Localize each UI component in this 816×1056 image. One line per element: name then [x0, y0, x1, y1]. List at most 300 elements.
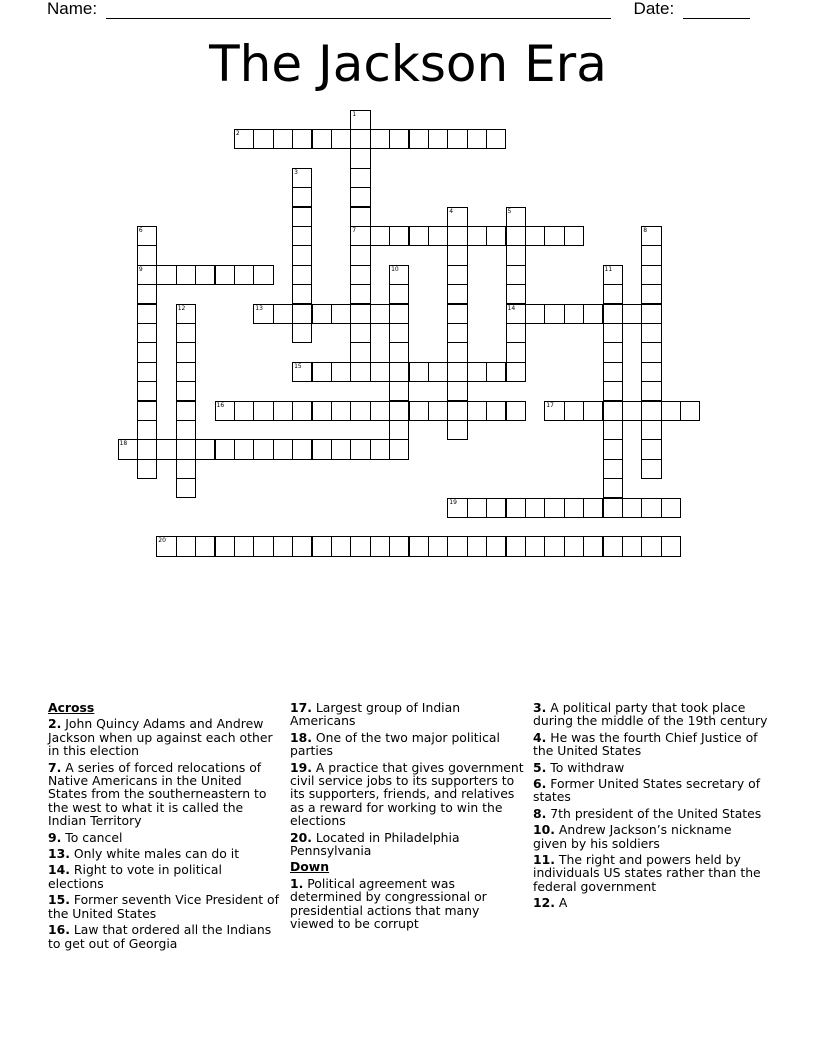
- grid-cell[interactable]: [389, 401, 409, 421]
- clue-text: 7th president of the United States: [546, 805, 762, 821]
- grid-cell[interactable]: [350, 207, 370, 227]
- grid-cell[interactable]: [292, 187, 312, 207]
- grid-cell[interactable]: [603, 362, 623, 382]
- grid-cell[interactable]: [544, 536, 564, 556]
- grid-cell[interactable]: [447, 245, 467, 265]
- clue-number: 13: [255, 304, 263, 312]
- grid-cell[interactable]: [273, 129, 293, 149]
- grid-cell[interactable]: [564, 226, 584, 246]
- grid-cell[interactable]: [350, 265, 370, 285]
- date-label: Date:: [633, 0, 675, 18]
- grid-cell[interactable]: [447, 381, 467, 401]
- clues-column-2: [290, 701, 526, 934]
- clue-number: 17.: [290, 700, 312, 715]
- grid-cell[interactable]: [176, 439, 196, 459]
- grid-cell[interactable]: [389, 284, 409, 304]
- grid-cell[interactable]: [312, 536, 332, 556]
- clue-text: Located in Philadelphia Pennsylvania: [290, 829, 460, 859]
- grid-cell[interactable]: [428, 536, 448, 556]
- grid-cell[interactable]: [331, 304, 351, 324]
- grid-cell[interactable]: [389, 536, 409, 556]
- grid-cell[interactable]: [331, 536, 351, 556]
- clue-number: 8.: [533, 805, 547, 821]
- grid-cell[interactable]: [641, 342, 661, 362]
- grid-cell[interactable]: [525, 226, 545, 246]
- grid-cell[interactable]: [622, 498, 642, 518]
- grid-cell[interactable]: [583, 498, 603, 518]
- grid-cell[interactable]: [156, 536, 176, 556]
- grid-cell[interactable]: [350, 187, 370, 207]
- clue-text: Right to vote in political elections: [48, 862, 222, 891]
- grid-cell[interactable]: [506, 536, 526, 556]
- grid-cell[interactable]: [447, 207, 467, 227]
- grid-cell[interactable]: [506, 401, 526, 421]
- grid-cell[interactable]: [603, 265, 623, 285]
- grid-cell[interactable]: [641, 304, 661, 324]
- clue-number: 11: [604, 265, 613, 273]
- grid-cell[interactable]: [506, 323, 526, 343]
- grid-cell[interactable]: [409, 362, 429, 382]
- grid-cell[interactable]: [137, 439, 157, 459]
- grid-cell[interactable]: [661, 401, 681, 421]
- grid-cell[interactable]: [350, 129, 370, 149]
- grid-cell[interactable]: [544, 226, 564, 246]
- grid-cell[interactable]: [389, 362, 409, 382]
- clue-number: 18: [119, 440, 128, 448]
- grid-cell[interactable]: [389, 265, 409, 285]
- grid-cell[interactable]: [409, 129, 429, 149]
- clue-number: 12.: [533, 895, 555, 911]
- grid-cell[interactable]: [350, 362, 370, 382]
- grid-cell[interactable]: [603, 420, 623, 440]
- grid-cell[interactable]: [215, 439, 235, 459]
- grid-cell[interactable]: [428, 129, 448, 149]
- grid-cell[interactable]: [603, 401, 623, 421]
- grid-cell[interactable]: [292, 401, 312, 421]
- grid-cell[interactable]: [350, 148, 370, 168]
- down-header: Down: [290, 859, 330, 875]
- clue-number: 19: [449, 498, 457, 506]
- clue-number: 17: [546, 401, 554, 409]
- grid-cell[interactable]: [176, 362, 196, 382]
- grid-cell[interactable]: [350, 110, 370, 130]
- grid-cell[interactable]: [350, 323, 370, 343]
- clue-number: 3: [294, 168, 298, 176]
- grid-cell[interactable]: [389, 420, 409, 440]
- grid-cell[interactable]: [641, 401, 661, 421]
- grid-cell[interactable]: [253, 439, 273, 459]
- grid-cell[interactable]: [350, 401, 370, 421]
- grid-cell[interactable]: [137, 226, 157, 246]
- grid-cell[interactable]: [137, 265, 157, 285]
- grid-cell[interactable]: [370, 362, 390, 382]
- grid-cell[interactable]: [506, 245, 526, 265]
- across-header: Across: [48, 700, 95, 715]
- grid-cell[interactable]: [370, 226, 390, 246]
- grid-cell[interactable]: [350, 304, 370, 324]
- grid-cell[interactable]: [447, 265, 467, 285]
- clue-text: To cancel: [61, 829, 123, 845]
- grid-cell[interactable]: [641, 536, 661, 556]
- grid-cell[interactable]: [564, 498, 584, 518]
- grid-cell[interactable]: [467, 362, 487, 382]
- clue-text: Former United States secretary of states: [533, 776, 761, 805]
- grid-cell[interactable]: [292, 439, 312, 459]
- clue-text: A series of forced relocations of Native Americans in the United States from the southerneastern to the west to what it is called the Indian Territory: [48, 759, 267, 829]
- grid-cell[interactable]: [137, 459, 157, 479]
- grid-cell[interactable]: [253, 401, 273, 421]
- grid-cell[interactable]: [603, 304, 623, 324]
- grid-cell[interactable]: [312, 129, 332, 149]
- clue-number: 6.: [533, 776, 547, 792]
- clue-number: 5.: [533, 759, 547, 775]
- grid-cell[interactable]: [331, 129, 351, 149]
- clue-number: 10: [391, 265, 399, 273]
- grid-cell[interactable]: [564, 304, 584, 324]
- grid-cell[interactable]: [370, 401, 390, 421]
- grid-cell[interactable]: [603, 536, 623, 556]
- grid-cell[interactable]: [253, 304, 273, 324]
- down-clue: [533, 777, 769, 804]
- grid-cell[interactable]: [506, 342, 526, 362]
- grid-cell[interactable]: [447, 536, 467, 556]
- grid-cell[interactable]: [253, 536, 273, 556]
- grid-cell[interactable]: [661, 498, 681, 518]
- grid-cell[interactable]: [467, 536, 487, 556]
- grid-cell[interactable]: [447, 420, 467, 440]
- grid-cell[interactable]: [525, 498, 545, 518]
- grid-cell[interactable]: [137, 381, 157, 401]
- across-clue: [48, 893, 280, 920]
- grid-cell[interactable]: [447, 323, 467, 343]
- clue-number: 15: [294, 362, 302, 370]
- grid-cell[interactable]: [137, 342, 157, 362]
- grid-cell[interactable]: [176, 478, 196, 498]
- clue-number: 2: [235, 129, 240, 137]
- grid-cell[interactable]: [350, 284, 370, 304]
- grid-cell[interactable]: [253, 265, 273, 285]
- grid-cell[interactable]: [331, 362, 351, 382]
- grid-cell[interactable]: [389, 226, 409, 246]
- grid-cell[interactable]: [350, 168, 370, 188]
- grid-cell[interactable]: [544, 304, 564, 324]
- clue-number: 20.: [290, 829, 312, 845]
- grid-cell[interactable]: [409, 401, 429, 421]
- clue-number: 12: [177, 304, 186, 312]
- grid-cell[interactable]: [312, 362, 332, 382]
- grid-cell[interactable]: [641, 265, 661, 285]
- grid-cell[interactable]: [389, 323, 409, 343]
- grid-cell[interactable]: [370, 536, 390, 556]
- grid-cell[interactable]: [506, 498, 526, 518]
- grid-cell[interactable]: [156, 439, 176, 459]
- clue-text: Only white males can do it: [69, 846, 240, 862]
- grid-cell[interactable]: [215, 401, 235, 421]
- grid-cell[interactable]: [195, 439, 215, 459]
- across-clue: [290, 731, 526, 758]
- grid-cell[interactable]: [486, 362, 506, 382]
- grid-cell[interactable]: [506, 226, 526, 246]
- across-clue-list: [48, 717, 280, 950]
- grid-cell[interactable]: [622, 536, 642, 556]
- grid-cell[interactable]: [292, 362, 312, 382]
- grid-cell[interactable]: [137, 362, 157, 382]
- grid-cell[interactable]: [312, 304, 332, 324]
- across-clue: [48, 863, 280, 890]
- grid-cell[interactable]: [389, 439, 409, 459]
- clue-text: Largest group of Indian Americans: [290, 700, 461, 729]
- grid-cell[interactable]: [176, 536, 196, 556]
- grid-cell[interactable]: [195, 536, 215, 556]
- grid-cell[interactable]: [137, 420, 157, 440]
- clue-number: 10.: [533, 822, 555, 838]
- grid-cell[interactable]: [661, 536, 681, 556]
- grid-cell[interactable]: [350, 536, 370, 556]
- grid-cell[interactable]: [215, 536, 235, 556]
- grid-cell[interactable]: [447, 401, 467, 421]
- grid-cell[interactable]: [641, 498, 661, 518]
- grid-cell[interactable]: [583, 401, 603, 421]
- clue-number: 2.: [48, 716, 62, 732]
- grid-cell[interactable]: [544, 498, 564, 518]
- clue-number: 9: [138, 265, 143, 273]
- grid-cell[interactable]: [641, 323, 661, 343]
- grid-cell[interactable]: [273, 304, 293, 324]
- down-clue: [533, 807, 769, 820]
- grid-cell[interactable]: [467, 129, 487, 149]
- clue-number: 7: [352, 226, 357, 234]
- grid-cell[interactable]: [176, 323, 196, 343]
- grid-cell[interactable]: [564, 536, 584, 556]
- grid-cell[interactable]: [137, 284, 157, 304]
- grid-cell[interactable]: [273, 536, 293, 556]
- grid-cell[interactable]: [603, 323, 623, 343]
- grid-cell[interactable]: [370, 129, 390, 149]
- grid-cell[interactable]: [486, 226, 506, 246]
- grid-cell[interactable]: [525, 536, 545, 556]
- across-clue: [290, 701, 526, 728]
- grid-cell[interactable]: [312, 401, 332, 421]
- clue-text: He was the fourth Chief Justice of the United States: [533, 729, 758, 759]
- grid-cell[interactable]: [447, 226, 467, 246]
- grid-cell[interactable]: [137, 245, 157, 265]
- grid-cell[interactable]: [176, 459, 196, 479]
- grid-cell[interactable]: [641, 381, 661, 401]
- clue-number: 20: [158, 537, 166, 545]
- grid-cell[interactable]: [641, 439, 661, 459]
- grid-cell[interactable]: [428, 226, 448, 246]
- grid-cell[interactable]: [409, 226, 429, 246]
- down-clue: [533, 823, 769, 850]
- grid-cell[interactable]: [486, 129, 506, 149]
- grid-cell[interactable]: [525, 304, 545, 324]
- grid-cell[interactable]: [292, 304, 312, 324]
- grid-cell[interactable]: [428, 401, 448, 421]
- grid-cell[interactable]: [467, 498, 487, 518]
- clue-number: 16: [216, 401, 225, 409]
- grid-cell[interactable]: [331, 401, 351, 421]
- grid-cell[interactable]: [137, 304, 157, 324]
- clues-column-1: [48, 701, 280, 953]
- grid-cell[interactable]: [350, 226, 370, 246]
- grid-cell[interactable]: [447, 129, 467, 149]
- grid-cell[interactable]: [292, 323, 312, 343]
- grid-cell[interactable]: [389, 381, 409, 401]
- grid-cell[interactable]: [447, 284, 467, 304]
- grid-cell[interactable]: [350, 439, 370, 459]
- clue-text: Former seventh Vice President of the United States: [48, 892, 279, 921]
- grid-cell[interactable]: [234, 265, 254, 285]
- grid-cell[interactable]: [234, 536, 254, 556]
- clue-text: Political agreement was determined by congressional or presidential actions that many viewed to be corrupt: [290, 875, 487, 932]
- grid-cell[interactable]: [428, 362, 448, 382]
- grid-cell[interactable]: [370, 304, 390, 324]
- down-clue: [533, 853, 769, 893]
- grid-cell[interactable]: [176, 420, 196, 440]
- clue-number: 4.: [533, 729, 547, 745]
- page-title: The Jackson Era: [209, 35, 607, 93]
- grid-cell[interactable]: [137, 401, 157, 421]
- across-clue: [48, 831, 280, 844]
- clue-number: 4: [449, 207, 454, 215]
- clue-text: Andrew Jackson’s nickname given by his soldiers: [533, 822, 732, 851]
- grid-cell[interactable]: [350, 245, 370, 265]
- name-label: Name:: [47, 0, 98, 18]
- grid-cell[interactable]: [118, 439, 138, 459]
- grid-cell[interactable]: [331, 439, 351, 459]
- clue-number: 1: [352, 110, 357, 118]
- down-clue-list-continued: [533, 701, 769, 910]
- grid-cell[interactable]: [583, 536, 603, 556]
- grid-cell[interactable]: [234, 401, 254, 421]
- grid-cell[interactable]: [215, 265, 235, 285]
- across-clue: [290, 831, 526, 858]
- grid-cell[interactable]: [447, 304, 467, 324]
- grid-cell[interactable]: [506, 362, 526, 382]
- grid-cell[interactable]: [389, 129, 409, 149]
- clue-number: 8: [643, 226, 648, 234]
- clue-text: John Quincy Adams and Andrew Jackson when up against each other in this election: [48, 716, 273, 759]
- clue-text: One of the two major political parties: [290, 729, 500, 759]
- clue-text: Law that ordered all the Indians to get out of Georgia: [48, 922, 272, 951]
- grid-cell[interactable]: [603, 459, 623, 479]
- clue-text: A political party that took place during the middle of the 19th century: [533, 700, 768, 729]
- grid-cell[interactable]: [389, 342, 409, 362]
- grid-cell[interactable]: [156, 265, 176, 285]
- clue-number: 14.: [48, 862, 70, 878]
- grid-cell[interactable]: [137, 323, 157, 343]
- grid-cell[interactable]: [447, 498, 467, 518]
- grid-cell[interactable]: [486, 401, 506, 421]
- grid-cell[interactable]: [641, 362, 661, 382]
- clue-text: A practice that gives government civil service jobs to its supporters to its supporters, friends, and relatives as a reward for working to win the elections: [290, 759, 524, 829]
- grid-cell[interactable]: [506, 304, 526, 324]
- grid-cell[interactable]: [641, 284, 661, 304]
- across-clue: [48, 761, 280, 828]
- grid-cell[interactable]: [603, 439, 623, 459]
- grid-cell[interactable]: [467, 226, 487, 246]
- grid-cell[interactable]: [292, 284, 312, 304]
- clue-number: 6: [138, 226, 143, 234]
- down-clue: [533, 731, 769, 758]
- grid-cell[interactable]: [603, 478, 623, 498]
- grid-cell[interactable]: [253, 129, 273, 149]
- grid-cell[interactable]: [409, 536, 429, 556]
- grid-cell[interactable]: [176, 304, 196, 324]
- clue-number: 14: [507, 304, 516, 312]
- grid-cell[interactable]: [292, 536, 312, 556]
- grid-cell[interactable]: [312, 439, 332, 459]
- grid-cell[interactable]: [292, 207, 312, 227]
- across-clue-list-continued: [290, 701, 526, 857]
- grid-cell[interactable]: [622, 401, 642, 421]
- grid-cell[interactable]: [641, 226, 661, 246]
- grid-cell[interactable]: [370, 439, 390, 459]
- grid-cell[interactable]: [176, 342, 196, 362]
- grid-cell[interactable]: [603, 342, 623, 362]
- across-clue: [48, 717, 280, 757]
- grid-cell[interactable]: [603, 381, 623, 401]
- grid-cell[interactable]: [506, 207, 526, 227]
- grid-cell[interactable]: [603, 498, 623, 518]
- grid-cell[interactable]: [292, 226, 312, 246]
- grid-cell[interactable]: [195, 265, 215, 285]
- grid-cell[interactable]: [603, 284, 623, 304]
- grid-cell[interactable]: [176, 265, 196, 285]
- grid-cell[interactable]: [680, 401, 700, 421]
- across-clue: [48, 847, 280, 860]
- grid-cell[interactable]: [641, 420, 661, 440]
- grid-cell[interactable]: [292, 129, 312, 149]
- clue-number: 16.: [48, 922, 70, 938]
- clue-number: 13.: [48, 846, 70, 862]
- grid-cell[interactable]: [564, 401, 584, 421]
- grid-cell[interactable]: [176, 401, 196, 421]
- grid-cell[interactable]: [544, 401, 564, 421]
- grid-cell[interactable]: [292, 168, 312, 188]
- clue-text: A: [554, 895, 568, 911]
- grid-cell[interactable]: [292, 265, 312, 285]
- grid-cell[interactable]: [176, 381, 196, 401]
- grid-cell[interactable]: [641, 459, 661, 479]
- grid-cell[interactable]: [506, 284, 526, 304]
- grid-cell[interactable]: [583, 304, 603, 324]
- grid-cell[interactable]: [486, 536, 506, 556]
- down-clue: [533, 896, 769, 909]
- grid-cell[interactable]: [234, 439, 254, 459]
- clue-text: To withdraw: [546, 759, 625, 775]
- clue-number: 19.: [290, 759, 312, 775]
- grid-cell[interactable]: [486, 498, 506, 518]
- clue-number: 18.: [290, 729, 312, 745]
- grid-cell[interactable]: [447, 362, 467, 382]
- grid-cell[interactable]: [389, 304, 409, 324]
- grid-cell[interactable]: [234, 129, 254, 149]
- grid-cell[interactable]: [641, 245, 661, 265]
- grid-cell[interactable]: [467, 401, 487, 421]
- clue-number: 9.: [48, 829, 62, 845]
- grid-cell[interactable]: [447, 342, 467, 362]
- grid-cell[interactable]: [506, 265, 526, 285]
- grid-cell[interactable]: [622, 304, 642, 324]
- grid-cell[interactable]: [292, 245, 312, 265]
- grid-cell[interactable]: [350, 342, 370, 362]
- clues-column-3: [533, 701, 769, 913]
- grid-cell[interactable]: [273, 439, 293, 459]
- clue-number: 11.: [533, 852, 555, 868]
- grid-cell[interactable]: [273, 401, 293, 421]
- clue-number: 7.: [48, 759, 62, 775]
